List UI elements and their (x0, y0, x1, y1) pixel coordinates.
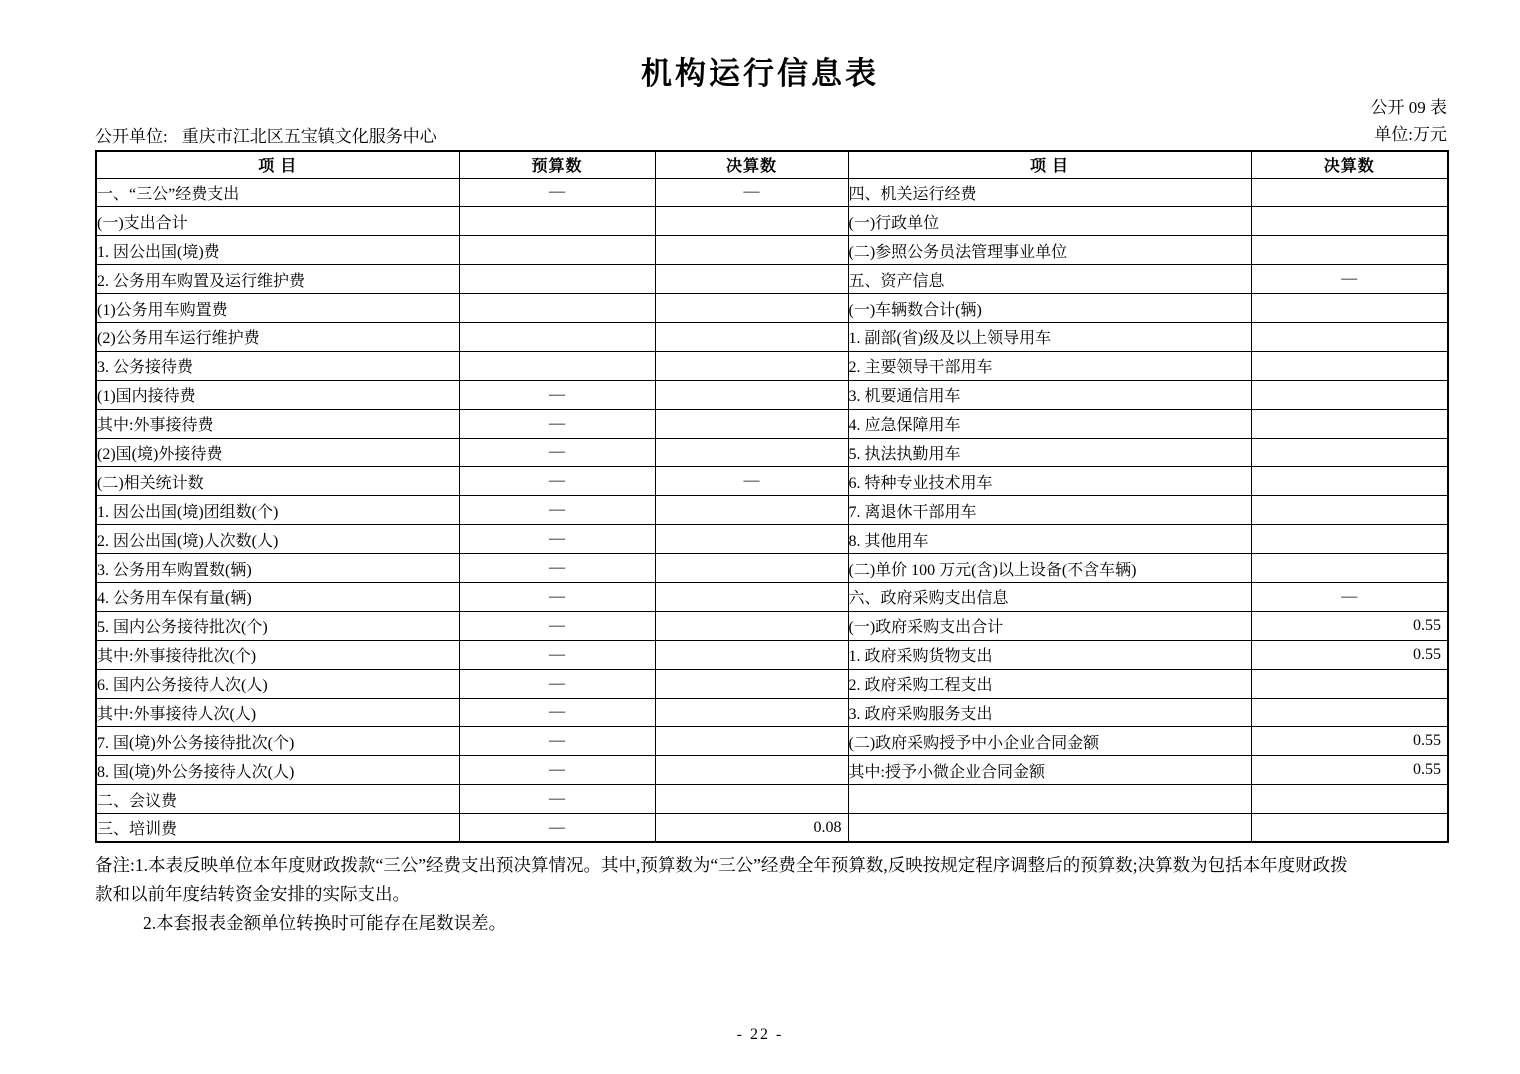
final-value-right: 0.55 (1251, 727, 1448, 756)
footnote-line: 款和以前年度结转资金安排的实际支出。 (95, 884, 410, 904)
item-label-right (848, 814, 1251, 843)
budget-value (459, 265, 655, 294)
header-item-right: 项 目 (848, 151, 1251, 178)
final-value-right (1251, 554, 1448, 583)
item-label-right: (二)政府采购授予中小企业合同金额 (848, 727, 1251, 756)
final-value-left (655, 525, 848, 554)
budget-value: — (459, 438, 655, 467)
item-label-left: 三、培训费 (96, 814, 459, 843)
budget-value: — (459, 525, 655, 554)
item-label-right: (二)单价 100 万元(含)以上设备(不含车辆) (848, 554, 1251, 583)
item-label-right: 7. 离退休干部用车 (848, 496, 1251, 525)
item-label-right (848, 785, 1251, 814)
final-value-right (1251, 669, 1448, 698)
item-label-left: 7. 国(境)外公务接待批次(个) (96, 727, 459, 756)
final-value-left (655, 294, 848, 323)
table-row (96, 611, 1448, 640)
table-row (96, 236, 1448, 265)
budget-value: — (459, 727, 655, 756)
final-value-left (655, 698, 848, 727)
item-label-left: (2)公务用车运行维护费 (96, 322, 459, 351)
budget-value: — (459, 380, 655, 409)
table-row (96, 178, 1448, 207)
org-label: 公开单位: (95, 127, 168, 146)
item-label-left: 3. 公务用车购置数(辆) (96, 554, 459, 583)
table-row (96, 554, 1448, 583)
disclosure-org-line (95, 122, 437, 147)
table-row (96, 496, 1448, 525)
final-value-right: — (1251, 265, 1448, 294)
item-label-right: 8. 其他用车 (848, 525, 1251, 554)
final-value-right (1251, 351, 1448, 380)
final-value-right: 0.55 (1251, 611, 1448, 640)
item-label-left: 6. 国内公务接待人次(人) (96, 669, 459, 698)
final-value-right (1251, 409, 1448, 438)
table-row (96, 438, 1448, 467)
item-label-right: 1. 政府采购货物支出 (848, 640, 1251, 669)
final-value-left (655, 265, 848, 294)
item-label-right: 3. 机要通信用车 (848, 380, 1251, 409)
header-budget: 预算数 (459, 151, 655, 178)
final-value-left (655, 438, 848, 467)
item-label-left: 3. 公务接待费 (96, 351, 459, 380)
item-label-right: 四、机关运行经费 (848, 178, 1251, 207)
final-value-right (1251, 178, 1448, 207)
final-value-right (1251, 814, 1448, 843)
budget-value (459, 207, 655, 236)
final-value-right (1251, 294, 1448, 323)
table-row (96, 756, 1448, 785)
final-value-right (1251, 698, 1448, 727)
budget-value: — (459, 640, 655, 669)
final-value-left (655, 496, 848, 525)
table-body (96, 178, 1448, 842)
operation-info-table (95, 150, 1449, 843)
table-row (96, 785, 1448, 814)
final-value-right (1251, 785, 1448, 814)
item-label-left: (二)相关统计数 (96, 467, 459, 496)
final-value-right (1251, 380, 1448, 409)
item-label-right: (一)车辆数合计(辆) (848, 294, 1251, 323)
item-label-left: 二、会议费 (96, 785, 459, 814)
final-value-left (655, 554, 848, 583)
header-item-left: 项 目 (96, 151, 459, 178)
final-value-left: 0.08 (655, 814, 848, 843)
final-value-right (1251, 322, 1448, 351)
table-row (96, 669, 1448, 698)
item-label-left: 其中:外事接待批次(个) (96, 640, 459, 669)
item-label-left: (一)支出合计 (96, 207, 459, 236)
item-label-left: 其中:外事接待费 (96, 409, 459, 438)
budget-value: — (459, 785, 655, 814)
item-label-left: 1. 因公出国(境)费 (96, 236, 459, 265)
final-value-right (1251, 207, 1448, 236)
final-value-left (655, 409, 848, 438)
final-value-left (655, 785, 848, 814)
final-value-left (655, 236, 848, 265)
item-label-right: (一)政府采购支出合计 (848, 611, 1251, 640)
item-label-left: 其中:外事接待人次(人) (96, 698, 459, 727)
final-value-right (1251, 525, 1448, 554)
budget-value: — (459, 698, 655, 727)
table-row (96, 207, 1448, 236)
item-label-left: (1)国内接待费 (96, 380, 459, 409)
table-row (96, 265, 1448, 294)
item-label-right: 2. 政府采购工程支出 (848, 669, 1251, 698)
header-final-right: 决算数 (1251, 151, 1448, 178)
item-label-left: 1. 因公出国(境)团组数(个) (96, 496, 459, 525)
budget-value: — (459, 814, 655, 843)
item-label-left: 2. 公务用车购置及运行维护费 (96, 265, 459, 294)
table-row (96, 698, 1448, 727)
item-label-right: 4. 应急保障用车 (848, 409, 1251, 438)
final-value-right (1251, 467, 1448, 496)
final-value-right (1251, 438, 1448, 467)
budget-value: — (459, 409, 655, 438)
final-value-left: — (655, 178, 848, 207)
item-label-right: 六、政府采购支出信息 (848, 582, 1251, 611)
item-label-left: 8. 国(境)外公务接待人次(人) (96, 756, 459, 785)
final-value-left (655, 611, 848, 640)
footnote-line: 备注:1.本表反映单位本年度财政拨款“三公”经费支出预决算情况。其中,预算数为“三公”经费全年预算数,反映按规定程序调整后的预算数;决算数为包括本年度财政拨 (95, 855, 1348, 875)
header-final-left: 决算数 (655, 151, 848, 178)
final-value-right (1251, 496, 1448, 525)
item-label-left: (2)国(境)外接待费 (96, 438, 459, 467)
form-number-label: 公开 09 表 (1370, 98, 1447, 117)
page-number: - 22 - (736, 1026, 784, 1043)
budget-value: — (459, 611, 655, 640)
final-value-right: — (1251, 582, 1448, 611)
table-row (96, 351, 1448, 380)
table-row (96, 467, 1448, 496)
table-row (96, 640, 1448, 669)
final-value-left (655, 727, 848, 756)
item-label-right: 五、资产信息 (848, 265, 1251, 294)
item-label-right: (二)参照公务员法管理事业单位 (848, 236, 1251, 265)
budget-value (459, 294, 655, 323)
budget-value (459, 236, 655, 265)
item-label-right: (一)行政单位 (848, 207, 1251, 236)
budget-value: — (459, 178, 655, 207)
item-label-left: 2. 因公出国(境)人次数(人) (96, 525, 459, 554)
final-value-right: 0.55 (1251, 640, 1448, 669)
final-value-right: 0.55 (1251, 756, 1448, 785)
table-row (96, 409, 1448, 438)
final-value-left (655, 669, 848, 698)
table-header-row (96, 151, 1448, 178)
budget-value (459, 322, 655, 351)
final-value-left (655, 640, 848, 669)
final-value-left (655, 756, 848, 785)
final-value-left: — (655, 467, 848, 496)
final-value-left (655, 322, 848, 351)
item-label-right: 5. 执法执勤用车 (848, 438, 1251, 467)
table-row (96, 322, 1448, 351)
final-value-left (655, 351, 848, 380)
budget-value: — (459, 467, 655, 496)
org-name: 重庆市江北区五宝镇文化服务中心 (181, 127, 437, 146)
item-label-right: 1. 副部(省)级及以上领导用车 (848, 322, 1251, 351)
item-label-right: 其中:授予小微企业合同金额 (848, 756, 1251, 785)
item-label-right: 3. 政府采购服务支出 (848, 698, 1251, 727)
budget-value: — (459, 756, 655, 785)
footnote-line: 2.本套报表金额单位转换时可能存在尾数误差。 (143, 913, 507, 933)
final-value-left (655, 380, 848, 409)
final-value-left (655, 207, 848, 236)
table-row (96, 814, 1448, 843)
item-label-right: 2. 主要领导干部用车 (848, 351, 1251, 380)
table-row (96, 582, 1448, 611)
final-value-right (1251, 236, 1448, 265)
table-row (96, 525, 1448, 554)
footnotes (95, 851, 1455, 938)
item-label-left: 4. 公务用车保有量(辆) (96, 582, 459, 611)
page-title: 机构运行信息表 (641, 56, 879, 91)
budget-value: — (459, 669, 655, 698)
budget-value (459, 351, 655, 380)
table-row (96, 727, 1448, 756)
table-row (96, 380, 1448, 409)
item-label-right: 6. 特种专业技术用车 (848, 467, 1251, 496)
unit-label: 单位:万元 (1374, 125, 1447, 144)
item-label-left: 5. 国内公务接待批次(个) (96, 611, 459, 640)
budget-value: — (459, 582, 655, 611)
table-row (96, 294, 1448, 323)
item-label-left: 一、“三公”经费支出 (96, 178, 459, 207)
final-value-left (655, 582, 848, 611)
item-label-left: (1)公务用车购置费 (96, 294, 459, 323)
budget-value: — (459, 496, 655, 525)
budget-value: — (459, 554, 655, 583)
